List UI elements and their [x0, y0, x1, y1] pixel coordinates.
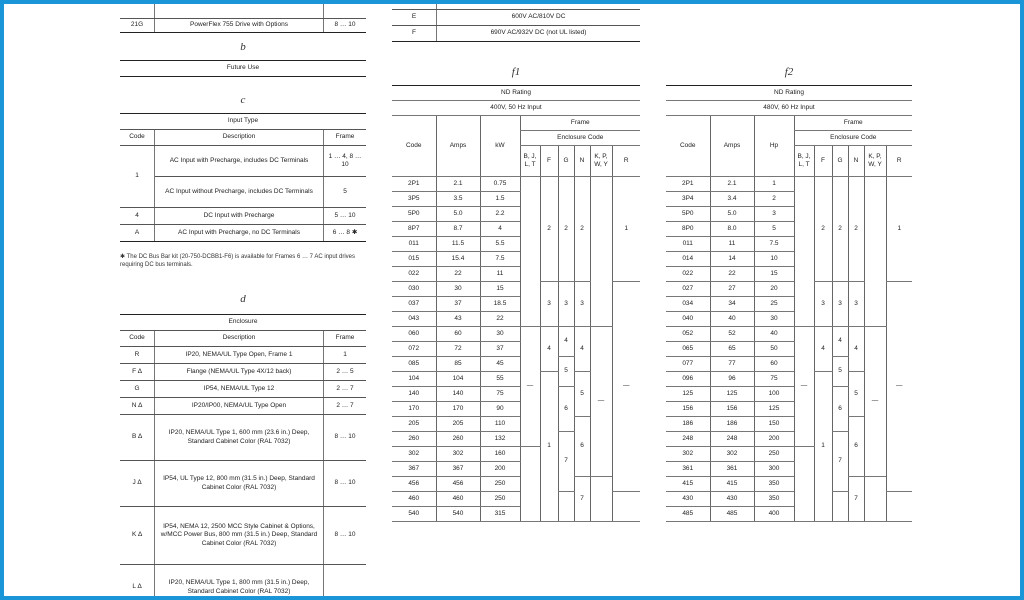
cell-frame: 8 … 10	[324, 461, 367, 507]
cell-code: 011	[666, 237, 710, 252]
cell-power: 55	[480, 372, 520, 387]
cell-amps: 14	[710, 252, 754, 267]
cell-power: 60	[754, 357, 794, 372]
header-code: Code	[392, 116, 436, 177]
cell-power: 75	[754, 372, 794, 387]
cell-frame-mark	[864, 177, 886, 327]
cell-amps: 72	[436, 342, 480, 357]
header-enclosure-col: R	[612, 146, 640, 177]
cell-description: DC Input with Precharge	[155, 208, 324, 225]
cell-power: 0.75	[480, 177, 520, 192]
table-row	[392, 327, 640, 342]
cell-frame-mark	[520, 447, 540, 522]
cell-description: IP20, NEMA/UL Type 1, 600 mm (23.6 in.) Deep, Standard Cabinet Color (RAL 7032)	[155, 415, 324, 461]
section-b-table	[120, 60, 366, 77]
cell-power: 250	[480, 492, 520, 507]
cell-amps: 85	[436, 357, 480, 372]
cell-amps: 22	[710, 267, 754, 282]
cell-frame-mark: 4	[832, 327, 848, 357]
cell-code: 072	[392, 342, 436, 357]
cell-description: AC Input without Precharge, includes DC Terminals	[155, 177, 324, 208]
cell-frame-mark: 2	[540, 177, 558, 282]
cell-power: 315	[480, 507, 520, 522]
cell-code: B ∆	[120, 415, 155, 461]
enclosure-table	[120, 314, 366, 600]
cell-code: 011	[392, 237, 436, 252]
cell-power: 1.5	[480, 192, 520, 207]
cell-code: 034	[666, 297, 710, 312]
cell-code: 21G	[120, 18, 155, 32]
cell-power: 50	[754, 342, 794, 357]
cell-description: IP54, NEMA/UL Type 12	[155, 381, 324, 398]
table-row	[392, 177, 640, 192]
cell-frame-mark: 7	[558, 432, 574, 492]
cell-code: 260	[392, 432, 436, 447]
cell-frame-mark: 6	[832, 387, 848, 432]
header-enclosure-col: R	[886, 146, 912, 177]
cell-amps: 170	[436, 402, 480, 417]
cell-power: 30	[754, 312, 794, 327]
cell-frame-mark	[864, 477, 886, 522]
cell-power: 15	[754, 267, 794, 282]
cell-amps: 302	[710, 447, 754, 462]
cell-frame-mark: 4	[540, 327, 558, 372]
cell-description: 690V AC/932V DC (not UL listed)	[437, 25, 641, 41]
section-b-letter: b	[240, 41, 246, 53]
cell-frame-mark: —	[612, 282, 640, 492]
cell-frame-mark	[794, 177, 814, 327]
cell-frame: 5 … 10	[324, 208, 367, 225]
cell-power: 160	[480, 447, 520, 462]
cell-code: 3P4	[666, 192, 710, 207]
cell-frame-mark	[832, 492, 848, 522]
header-description: Description	[155, 130, 324, 146]
cell-code: 485	[666, 507, 710, 522]
cell-frame-mark: 3	[574, 282, 590, 327]
cell-code: 415	[666, 477, 710, 492]
cell-amps: 104	[436, 372, 480, 387]
cell-power: 200	[754, 432, 794, 447]
cell-amps: 2.1	[710, 177, 754, 192]
cell-amps: 8.0	[710, 222, 754, 237]
cell-frame: 2 … 5	[324, 364, 367, 381]
header-enclosure-col: N	[848, 146, 864, 177]
cell-frame-mark	[612, 492, 640, 522]
cell-description: AC Input with Precharge, no DC Terminals	[155, 225, 324, 242]
header-description: Description	[155, 331, 324, 347]
table-row	[392, 477, 640, 492]
table-title: Enclosure	[120, 315, 366, 331]
cell-code: 430	[666, 492, 710, 507]
cell-frame-mark	[590, 177, 612, 327]
cell-frame-mark: 2	[814, 177, 832, 282]
header-code: Code	[120, 130, 155, 146]
input-label: 400V, 50 Hz Input	[392, 101, 640, 116]
cell-code: 040	[666, 312, 710, 327]
cell-power: 2.2	[480, 207, 520, 222]
cell-power: 1	[754, 177, 794, 192]
cell-frame	[324, 565, 367, 600]
cell-frame-mark: —	[520, 327, 540, 447]
cell-frame-mark: 6	[574, 417, 590, 477]
cell-power: 7.5	[480, 252, 520, 267]
cell-amps: 22	[436, 267, 480, 282]
header-enclosure-col: N	[574, 146, 590, 177]
cell-amps: 415	[710, 477, 754, 492]
cell-power: 3	[754, 207, 794, 222]
cell-description: IP54, NEMA 12, 2500 MCC Style Cabinet & Options, w/MCC Power Bus, 800 mm (31.5 in.) Deep, Standard Cabinet Color (RAL 7032)	[155, 507, 324, 565]
cell-power: 20	[754, 282, 794, 297]
cell-code: 015	[392, 252, 436, 267]
cell-power: 400	[754, 507, 794, 522]
input-type-table	[120, 113, 366, 242]
table-f2	[666, 85, 912, 522]
cell-amps: 77	[710, 357, 754, 372]
cell-frame-mark: 3	[848, 282, 864, 327]
cell-frame: 6 … 8 ✱	[324, 225, 367, 242]
cell-frame-mark: 5	[832, 357, 848, 387]
cell-frame-mark: —	[864, 327, 886, 477]
rating-label: ND Rating	[392, 86, 640, 101]
cell-amps: 11	[710, 237, 754, 252]
cell-code: R	[120, 347, 155, 364]
header-enclosure-col: K, P, W, Y	[864, 146, 886, 177]
cell-amps: 456	[436, 477, 480, 492]
cell-code: 125	[666, 387, 710, 402]
cell-frame: 8 … 10	[324, 18, 367, 32]
cell-frame-mark: 6	[848, 417, 864, 477]
cell-amps: 205	[436, 417, 480, 432]
cell-description: Flange (NEMA/UL Type 4X/12 back)	[155, 364, 324, 381]
cell-code: 460	[392, 492, 436, 507]
cell-amps: 430	[710, 492, 754, 507]
header-code: Code	[120, 331, 155, 347]
cell-amps: 485	[710, 507, 754, 522]
cell-code: 540	[392, 507, 436, 522]
cell-code: 302	[666, 447, 710, 462]
cell-frame: 1	[324, 347, 367, 364]
table-row	[666, 177, 912, 192]
header-power: Hp	[754, 116, 794, 177]
cell-code: 186	[666, 417, 710, 432]
header-enclosure-col: F	[540, 146, 558, 177]
cell-amps: 140	[436, 387, 480, 402]
cell-amps: 302	[436, 447, 480, 462]
cell-code: 096	[666, 372, 710, 387]
cell-amps: 361	[710, 462, 754, 477]
cell-amps: 60	[436, 327, 480, 342]
section-d-letter: d	[240, 293, 246, 305]
cell-code: 077	[666, 357, 710, 372]
cell-power: 250	[480, 477, 520, 492]
cell-amps: 186	[710, 417, 754, 432]
cell-code: G	[120, 381, 155, 398]
cell-frame-mark: 6	[558, 387, 574, 432]
cell-frame: 8 … 10	[324, 507, 367, 565]
cell-frame-mark: 5	[848, 372, 864, 417]
top-left-table	[120, 4, 366, 33]
cell-amps: 34	[710, 297, 754, 312]
cell-code: 248	[666, 432, 710, 447]
cell-power: 2	[754, 192, 794, 207]
cell-amps: 8.7	[436, 222, 480, 237]
header-enclosure-col: F	[814, 146, 832, 177]
cell-amps: 3.5	[436, 192, 480, 207]
cell-power: 100	[754, 387, 794, 402]
header-frame: Frame	[324, 130, 367, 146]
header-frame: Frame	[794, 116, 912, 131]
cell-amps: 30	[436, 282, 480, 297]
cell-amps: 3.4	[710, 192, 754, 207]
cell-amps: 460	[436, 492, 480, 507]
cell-amps: 37	[436, 297, 480, 312]
cell-power: 4	[480, 222, 520, 237]
cell-amps: 5.0	[436, 207, 480, 222]
header-power: kW	[480, 116, 520, 177]
table-f2-letter: f2	[784, 66, 794, 78]
cell-frame-mark	[520, 177, 540, 327]
cell-code: 060	[392, 327, 436, 342]
cell-power: 125	[754, 402, 794, 417]
cell-power: 110	[480, 417, 520, 432]
cell-amps: 156	[710, 402, 754, 417]
cell-code: 037	[392, 297, 436, 312]
cell-description: IP20, NEMA/UL Type 1, 800 mm (31.5 in.) Deep, Standard Cabinet Color (RAL 7032)	[155, 565, 324, 600]
cell-frame: 1 … 4, 8 … 10	[324, 146, 367, 177]
cell-frame-mark: 7	[832, 432, 848, 492]
table-f1	[392, 85, 640, 522]
cell-frame-mark: 2	[832, 177, 848, 282]
cell-power: 90	[480, 402, 520, 417]
cell-code: 2P1	[666, 177, 710, 192]
cell-description: PowerFlex 755 Drive with Options	[155, 18, 324, 32]
rating-label: ND Rating	[666, 86, 912, 101]
cell-frame-mark: —	[590, 327, 612, 477]
cell-code: 052	[666, 327, 710, 342]
cell-code: E	[392, 9, 437, 25]
cell-code: 8P0	[666, 222, 710, 237]
header-enclosure-code: Enclosure Code	[794, 131, 912, 146]
cell-frame-mark: 4	[574, 327, 590, 372]
cell-frame-mark: 1	[540, 372, 558, 522]
cell-power: 18.5	[480, 297, 520, 312]
cell-code: 030	[392, 282, 436, 297]
cell-amps: 27	[710, 282, 754, 297]
cell-amps: 11.5	[436, 237, 480, 252]
cell-code: 456	[392, 477, 436, 492]
cell-code: 4	[120, 208, 155, 225]
cell-power: 250	[754, 447, 794, 462]
cell-code: 2P1	[392, 177, 436, 192]
cell-code: N ∆	[120, 398, 155, 415]
cell-power: 10	[754, 252, 794, 267]
cell-description: IP20, NEMA/UL Type Open, Frame 1	[155, 347, 324, 364]
cell-frame-mark: 1	[814, 372, 832, 522]
cell-code: L ∆	[120, 565, 155, 600]
cell-description: 600V AC/810V DC	[437, 9, 641, 25]
cell-power: 11	[480, 267, 520, 282]
cell-code: 205	[392, 417, 436, 432]
cell-code: 170	[392, 402, 436, 417]
cell-power: 15	[480, 282, 520, 297]
cell-amps: 96	[710, 372, 754, 387]
cell-power: 200	[480, 462, 520, 477]
cell-code: 5P0	[666, 207, 710, 222]
cell-code: 8P7	[392, 222, 436, 237]
cell-frame-mark: 4	[558, 327, 574, 357]
cell-power: 75	[480, 387, 520, 402]
cell-description: IP54, UL Type 12, 800 mm (31.5 in.) Deep, Standard Cabinet Color (RAL 7032)	[155, 461, 324, 507]
cell-code: 140	[392, 387, 436, 402]
cell-code: 361	[666, 462, 710, 477]
cell-frame-mark	[558, 492, 574, 522]
cell-frame-mark	[590, 477, 612, 522]
cell-power: 7.5	[754, 237, 794, 252]
top-middle-table	[392, 4, 640, 42]
cell-code: K ∆	[120, 507, 155, 565]
cell-frame-mark: 7	[848, 477, 864, 522]
cell-frame: 2 … 7	[324, 381, 367, 398]
cell-frame-mark: 3	[558, 282, 574, 327]
input-label: 480V, 60 Hz Input	[666, 101, 912, 116]
cell-power: 45	[480, 357, 520, 372]
cell-power: 300	[754, 462, 794, 477]
cell-code: 065	[666, 342, 710, 357]
cell-code: 085	[392, 357, 436, 372]
cell-amps: 540	[436, 507, 480, 522]
cell-code: 302	[392, 447, 436, 462]
header-enclosure-code: Enclosure Code	[520, 131, 640, 146]
cell-code: 3P5	[392, 192, 436, 207]
cell-code: A	[120, 225, 155, 242]
cell-code: F	[392, 25, 437, 41]
table-row	[666, 327, 912, 342]
cell-power: 37	[480, 342, 520, 357]
cell-description: AC Input with Precharge, includes DC Terminals	[155, 146, 324, 177]
cell-amps: 5.0	[710, 207, 754, 222]
input-type-footnote: ✱ The DC Bus Bar kit (20-750-DCBB1-F6) is available for Frames 6 … 7 AC input drives requiring DC bus terminals.	[120, 254, 356, 268]
cell-frame-mark: 3	[540, 282, 558, 327]
cell-frame: 2 … 7	[324, 398, 367, 415]
cell-code: 014	[666, 252, 710, 267]
cell-code: 022	[666, 267, 710, 282]
cell-code: 104	[392, 372, 436, 387]
header-amps: Amps	[436, 116, 480, 177]
cell-code: 022	[392, 267, 436, 282]
cell-frame-mark: 3	[814, 282, 832, 327]
header-enclosure-col: K, P, W, Y	[590, 146, 612, 177]
cell-amps: 65	[710, 342, 754, 357]
cell-power: 150	[754, 417, 794, 432]
cell-amps: 248	[710, 432, 754, 447]
cell-frame: 8 … 10	[324, 415, 367, 461]
cell-frame-mark: 2	[574, 177, 590, 282]
cell-power: 25	[754, 297, 794, 312]
cell-code: 043	[392, 312, 436, 327]
header-frame: Frame	[324, 331, 367, 347]
cell-code: 5P0	[392, 207, 436, 222]
cell-frame-mark: 4	[814, 327, 832, 372]
cell-power: 132	[480, 432, 520, 447]
cell-amps: 52	[710, 327, 754, 342]
table-title: Input Type	[120, 114, 366, 130]
header-enclosure-col: G	[832, 146, 848, 177]
cell-code: 156	[666, 402, 710, 417]
cell-code: 027	[666, 282, 710, 297]
header-frame: Frame	[520, 116, 640, 131]
cell-frame-mark: 1	[886, 177, 912, 282]
cell-frame: 5	[324, 177, 367, 208]
cell-amps: 367	[436, 462, 480, 477]
cell-frame-mark: 3	[832, 282, 848, 327]
header-enclosure-col: B, J, L, T	[520, 146, 540, 177]
header-enclosure-col: B, J, L, T	[794, 146, 814, 177]
cell-frame-mark: 2	[848, 177, 864, 282]
cell-code: 1	[120, 146, 155, 208]
cell-frame-mark	[886, 492, 912, 522]
cell-power: 350	[754, 492, 794, 507]
cell-amps: 43	[436, 312, 480, 327]
header-code: Code	[666, 116, 710, 177]
cell-code: J ∆	[120, 461, 155, 507]
cell-frame-mark: 1	[612, 177, 640, 282]
table-row	[666, 477, 912, 492]
cell-power: 350	[754, 477, 794, 492]
cell-frame-mark: 2	[558, 177, 574, 282]
cell-frame-mark: —	[886, 282, 912, 492]
cell-amps: 40	[710, 312, 754, 327]
cell-frame-mark: 5	[574, 372, 590, 417]
cell-amps: 260	[436, 432, 480, 447]
cell-amps: 125	[710, 387, 754, 402]
cell-frame-mark	[794, 447, 814, 522]
cell-frame-mark: 4	[848, 327, 864, 372]
cell-frame-mark: 7	[574, 477, 590, 522]
cell-amps: 15.4	[436, 252, 480, 267]
cell-power: 5.5	[480, 237, 520, 252]
cell-code: F ∆	[120, 364, 155, 381]
section-b-title: Future Use	[120, 61, 366, 77]
cell-frame-mark: —	[794, 327, 814, 447]
cell-code: 367	[392, 462, 436, 477]
cell-power: 5	[754, 222, 794, 237]
header-enclosure-col: G	[558, 146, 574, 177]
cell-description: IP20/IP00, NEMA/UL Type Open	[155, 398, 324, 415]
cell-amps: 2.1	[436, 177, 480, 192]
header-amps: Amps	[710, 116, 754, 177]
cell-power: 40	[754, 327, 794, 342]
table-f1-letter: f1	[511, 66, 521, 78]
cell-power: 22	[480, 312, 520, 327]
section-c-letter: c	[240, 94, 246, 106]
cell-power: 30	[480, 327, 520, 342]
cell-frame-mark: 5	[558, 357, 574, 387]
